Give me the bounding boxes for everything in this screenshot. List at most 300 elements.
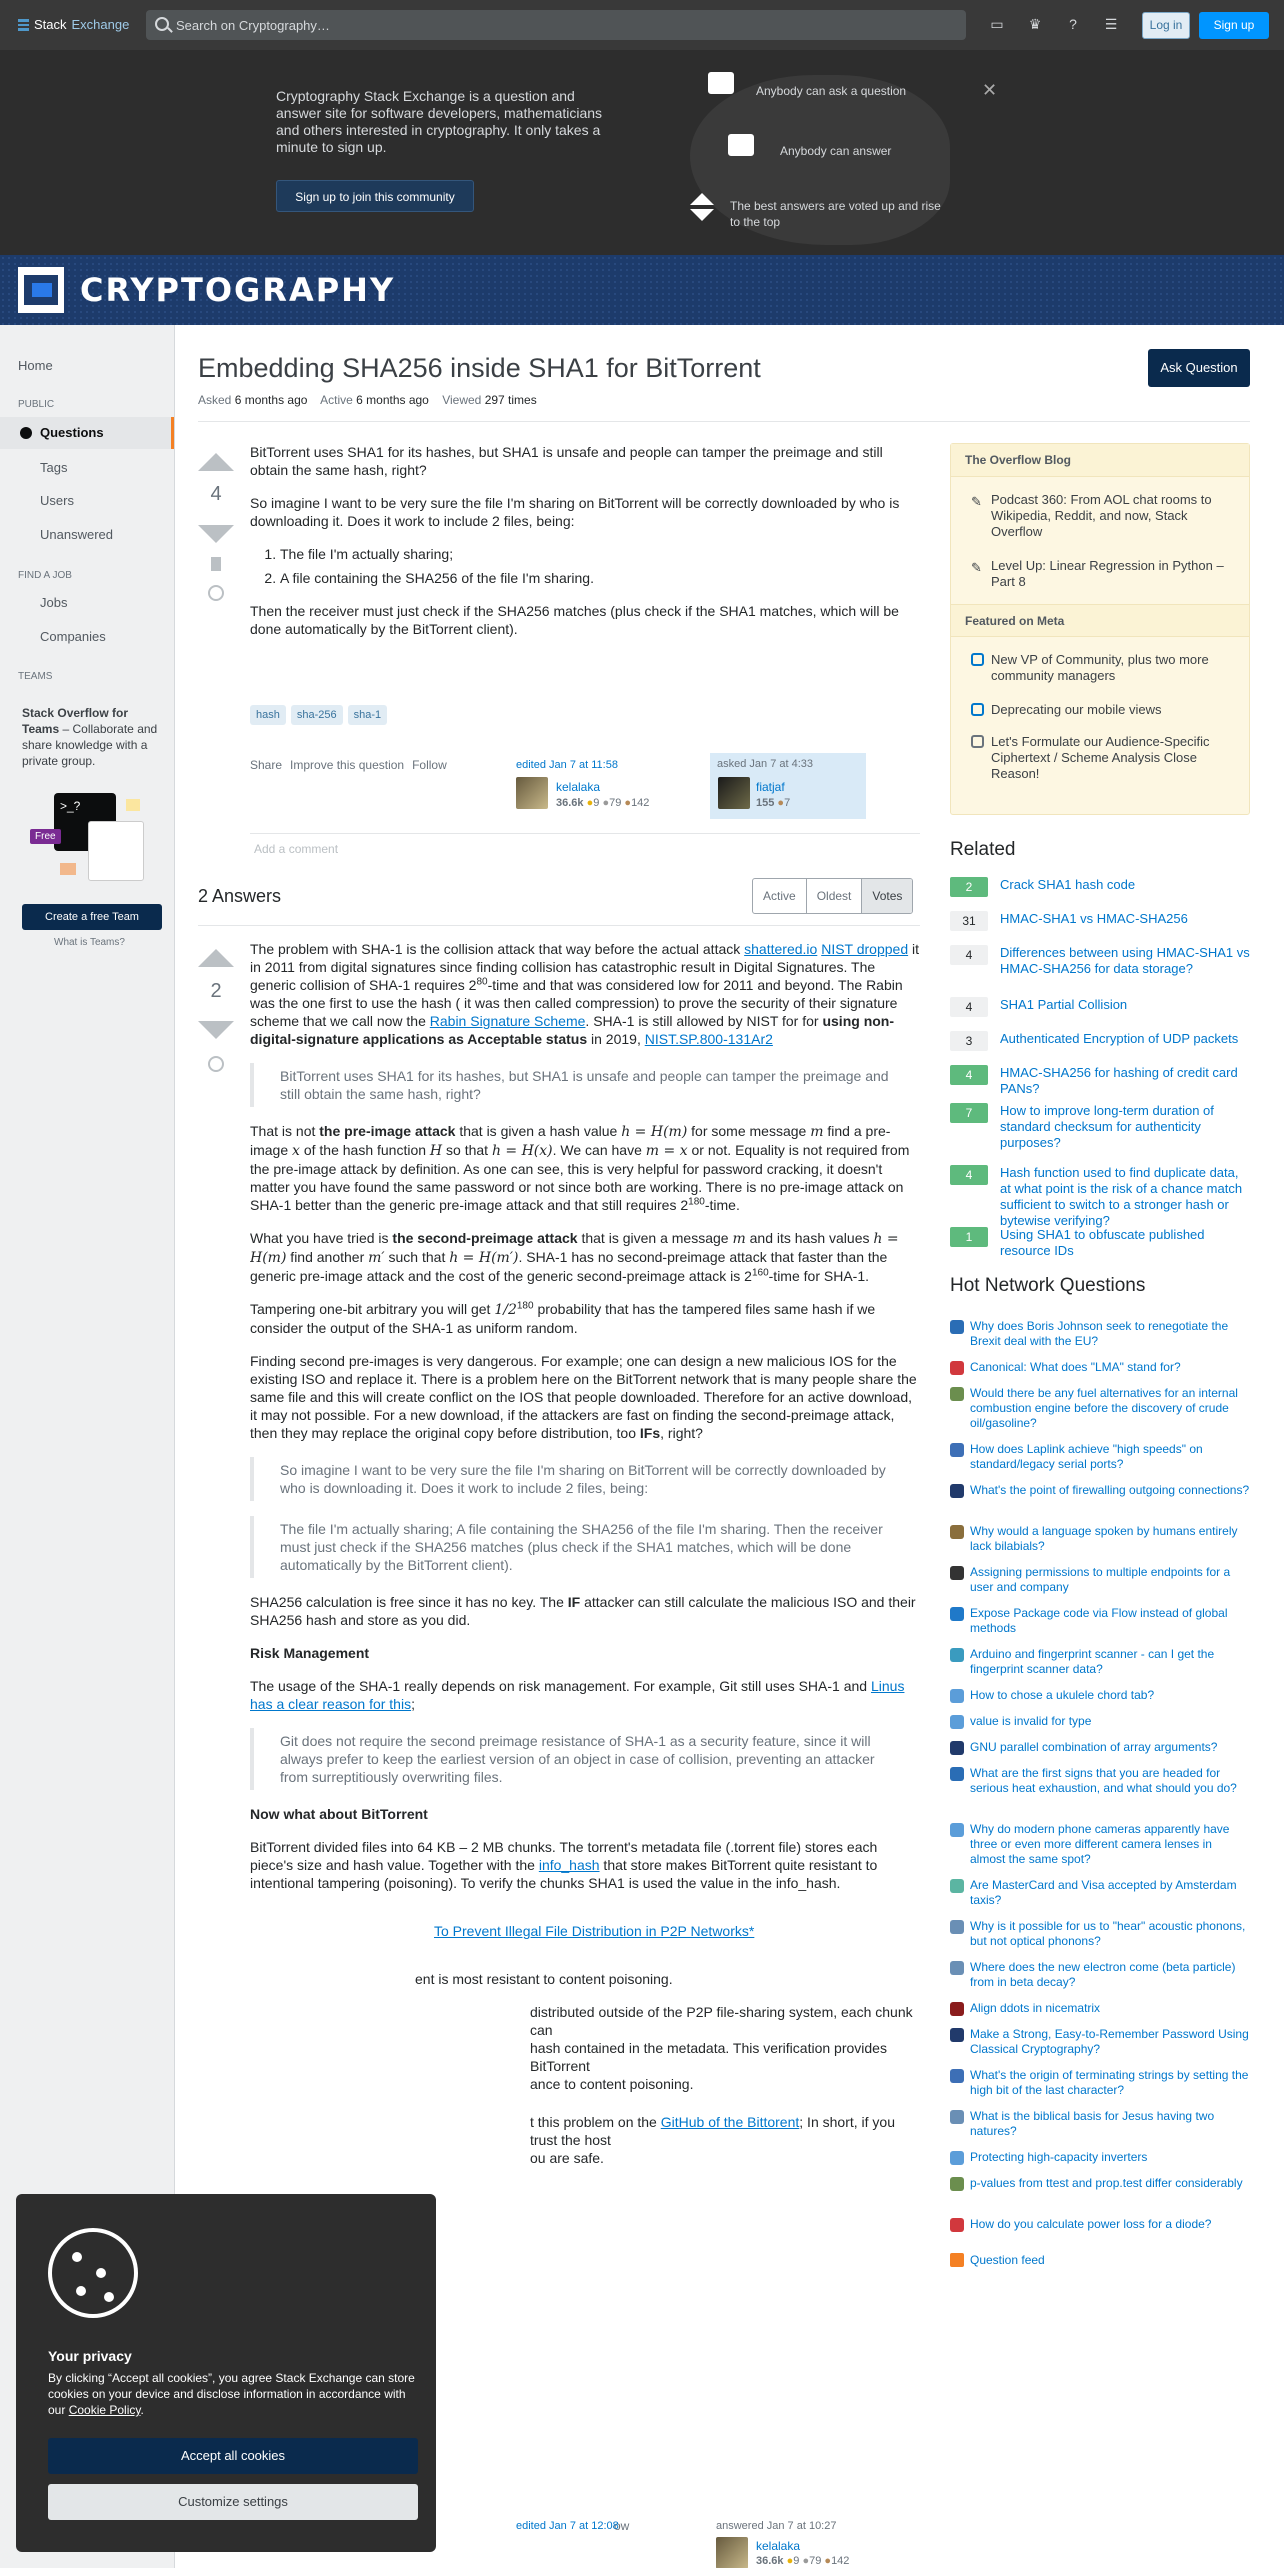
blockquote: Git does not require the second preimage resistance of SHA-1 as a security feature, since it will always prefer to keep the earliest version of an object in case of collision, preventing an attacker from surreptitiously overwriting files. — [250, 1728, 920, 1790]
meta-item-label: New VP of Community, plus two more community managers — [991, 652, 1209, 683]
answer-paragraph — [250, 1593, 920, 1629]
text: that store makes BitTorrent quite resistant to intentional tampering (poisoning). To verify the chunks SHA1 is used the value in the info_hash. — [250, 1857, 878, 1891]
edited-link[interactable]: edited Jan 7 at 11:58 — [516, 759, 618, 771]
hot-network-question[interactable] — [950, 2027, 1250, 2057]
hot-network-question[interactable] — [950, 1688, 1250, 1703]
related-question-label: Differences between using HMAC-SHA1 vs HMAC-SHA256 for data storage? — [1000, 945, 1250, 976]
hot-network-question[interactable] — [950, 1740, 1250, 1755]
question-list — [280, 545, 920, 587]
list-item: 2. A file containing the SHA256 of the file I'm sharing. — [280, 569, 920, 587]
related-question-label: HMAC-SHA256 for hashing of credit card PANs? — [1000, 1065, 1238, 1096]
hot-network-question-label: How does Laplink achieve "high speeds" on standard/legacy serial ports? — [970, 1442, 1203, 1471]
related-question-label: Using SHA1 to obfuscate published resource IDs — [1000, 1227, 1205, 1258]
nav-section-teams: TEAMS — [18, 671, 53, 682]
hot-network-question-label: What's the origin of terminating strings by setting the high bit of the last character? — [970, 2068, 1249, 2097]
heading-risk: Risk Management — [250, 1645, 370, 1661]
cookie-text: By clicking “Accept all cookies”, you agree Stack Exchange can store cookies on your device and disclose information in accordance with our Cookie Policy. — [48, 2371, 415, 2417]
divider — [198, 925, 920, 926]
asker-name[interactable]: fiatjaf — [756, 780, 785, 794]
meta-heading: Featured on Meta — [951, 604, 1249, 637]
related-question[interactable] — [950, 1065, 1250, 1097]
linus-link[interactable]: Linus has a clear reason for this — [250, 1678, 905, 1712]
divider — [198, 421, 1250, 422]
gold-badges: 9 — [793, 2555, 800, 2567]
hot-network-question-label: Assigning permissions to multiple endpoints for a user and company — [970, 1565, 1231, 1594]
math: m = x — [645, 1143, 688, 1159]
hot-network-question[interactable] — [950, 1822, 1250, 1867]
site-icon — [950, 1387, 964, 1401]
vote-up-icon — [690, 193, 714, 205]
site-icon — [950, 1961, 964, 1975]
tag-sha-1[interactable]: sha-1 — [348, 705, 388, 725]
hot-network-question[interactable] — [950, 1606, 1250, 1636]
exponent: 80 — [476, 976, 488, 988]
math: x — [292, 1143, 300, 1159]
terminal-icon: >_? — [54, 793, 116, 851]
hot-network-question-label: Why would a language spoken by humans entirely lack bilabials? — [970, 1524, 1238, 1553]
downvote-button[interactable] — [198, 1021, 234, 1039]
cookie-consent-dialog — [16, 2194, 436, 2552]
site-icon — [950, 1607, 964, 1621]
rep-score: 155 — [756, 797, 775, 809]
logo-text-exchange: Exchange — [71, 17, 130, 32]
meta-item[interactable] — [971, 652, 1236, 684]
hot-network-question-label: value is invalid for type — [970, 1714, 1092, 1728]
answerer-name[interactable]: kelalaka — [756, 2539, 801, 2553]
nist-dropped-link[interactable]: NIST dropped — [821, 941, 909, 957]
site-icon — [950, 1920, 964, 1934]
nav-companies[interactable]: Companies — [40, 629, 106, 644]
answer-count: 4 — [950, 945, 988, 965]
text: -time. — [704, 1197, 740, 1213]
text: The problem with SHA-1 is the collision attack that way before the actual attack — [250, 941, 745, 957]
text: -time for SHA-1. — [768, 1268, 869, 1284]
close-icon[interactable]: ✕ — [982, 80, 998, 100]
math: m′ — [368, 1250, 385, 1266]
sort-oldest[interactable]: Oldest — [807, 879, 863, 913]
text: Finding second pre-images is very dangerous. For example; one can design a new malicious IOS for the existing ISO and replace it. There is a problem here on the BitTorrent network that is many people share the same file and this will create conflict on the IOS that people downloaded. Therefore for an active download, it may not possible. For a new download, if the attackers are fast on finding the second-preimage attack, then they may replace the original copy before distribution, too — [250, 1353, 917, 1441]
silver-badges: 79 — [609, 797, 622, 809]
hot-network-question-label: Would there be any fuel alternatives for an internal combustion engine before the discovery of crude oil/gasoline? — [970, 1386, 1238, 1430]
question-paragraph: Then the receiver must just check if the SHA256 matches (plus check if the SHA1 matches, which will be done automatically by the BitTorrent client). — [250, 603, 899, 637]
related-question[interactable] — [950, 877, 1250, 893]
site-icon — [950, 1879, 964, 1893]
answer-paragraph — [250, 1352, 920, 1442]
site-icon — [950, 1715, 964, 1729]
hot-network-question[interactable] — [950, 1960, 1250, 1990]
viewed-label: Viewed — [442, 393, 482, 407]
search-placeholder: Search on Cryptography… — [176, 17, 330, 33]
hot-network-question[interactable] — [950, 1483, 1250, 1498]
site-icon — [950, 1648, 964, 1662]
site-banner — [0, 255, 1284, 325]
question-paragraph: So imagine I want to be very sure the file I'm sharing on BitTorrent will be correctly downloaded by who is downloading it. Does it work to include 2 files, being: — [250, 495, 900, 529]
bronze-badges: 7 — [784, 797, 791, 809]
hot-network-question-label: How to chose a ukulele chord tab? — [970, 1688, 1155, 1702]
asked-label: Asked — [198, 393, 232, 407]
hot-network-question-label: GNU parallel combination of array arguments? — [970, 1740, 1218, 1754]
cookie-title: Your privacy — [48, 2348, 132, 2364]
site-icon — [950, 1443, 964, 1457]
hot-network-question[interactable] — [950, 1319, 1250, 1349]
customize-settings-button[interactable]: Customize settings — [48, 2484, 418, 2520]
related-question-label: Authenticated Encryption of UDP packets — [1000, 1031, 1239, 1046]
text: it in 2011 from digital signatures since finding collision has catastrophic result in Digital Signatures. The generic collision of SHA-1 requires 2 — [250, 941, 919, 993]
text: BitTorrent divided files into 64 KB – 2 MB chunks. The torrent's metadata file (.torrent file) stores each piece's size and hash value. Together with the — [250, 1839, 878, 1873]
answer-paragraph: ance to content poisoning. — [530, 2076, 694, 2092]
text: The usage of the SHA-1 really depends on risk management. For example, Git still uses SHA-1 and — [250, 1678, 871, 1694]
cookie-icon — [48, 2228, 138, 2318]
blog-item-label: Level Up: Linear Regression in Python – Part 8 — [991, 558, 1224, 589]
hot-network-question[interactable] — [950, 1878, 1250, 1908]
site-icon — [950, 1767, 964, 1781]
text: so that — [442, 1142, 492, 1158]
join-community-button[interactable]: Sign up to join this community — [276, 180, 474, 212]
text: ; — [411, 1696, 415, 1712]
signup-button[interactable]: Sign up — [1199, 12, 1269, 39]
site-icon — [950, 1823, 964, 1837]
site-icon — [950, 1525, 964, 1539]
text: that is given a hash value — [455, 1123, 622, 1139]
text: such that — [384, 1249, 450, 1265]
trophy-icon[interactable]: ♛ — [1028, 16, 1042, 32]
question-paragraph: BitTorrent uses SHA1 for its hashes, but SHA1 is unsafe and people can tamper the preimage and still obtain the same hash, right? — [250, 444, 883, 478]
divider — [250, 833, 920, 834]
hot-network-question-label: Why do modern phone cameras apparently have three or even more different camera lenses in almost the same spot? — [970, 1822, 1230, 1866]
answer-paragraph: ou are safe. — [530, 2150, 604, 2166]
share-link[interactable]: Share — [250, 758, 283, 772]
blog-item[interactable] — [971, 558, 1236, 590]
hot-network-question[interactable] — [950, 1386, 1250, 1431]
edited-link[interactable]: edited Jan 7 at 12:08 — [516, 2520, 619, 2532]
answer-count: 3 — [950, 1031, 988, 1051]
text: . We can have — [552, 1142, 646, 1158]
accept-cookies-button[interactable]: Accept all cookies — [48, 2438, 418, 2474]
overflow-blog-widget — [950, 443, 1250, 815]
answer-icon — [728, 134, 754, 156]
meta-post-icon — [971, 735, 984, 748]
avatar[interactable] — [718, 777, 750, 809]
downvote-button[interactable] — [198, 525, 234, 543]
cookie-policy-link[interactable]: Cookie Policy — [68, 2403, 141, 2417]
answer-paragraph — [250, 2113, 920, 2149]
related-question[interactable] — [950, 1227, 1250, 1259]
site-icon — [950, 1689, 964, 1703]
cryptography-logo-icon[interactable] — [18, 267, 64, 313]
hot-network-question[interactable] — [950, 2150, 1250, 2165]
bookmark-icon[interactable] — [211, 557, 221, 571]
hot-network-question-label: Are MasterCard and Visa accepted by Amsterdam taxis? — [970, 1878, 1237, 1907]
text: SHA256 calculation is free since it has no key. The — [250, 1594, 568, 1610]
site-icon — [950, 2151, 964, 2165]
hot-network-question[interactable] — [950, 2217, 1250, 2232]
hot-network-question[interactable] — [950, 2001, 1250, 2016]
text: probability that has the tampered files same hash if we consider the output of the SHA-1 as uniform random. — [250, 1301, 876, 1336]
bold-text: IF — [567, 1594, 581, 1610]
answer-paragraph: hash contained in the metadata. This verification provides BitTorrent — [530, 2040, 887, 2074]
meta-item-label: Let's Formulate our Audience-Specific Ciphertext / Scheme Analysis Close Reason! — [991, 734, 1210, 781]
avatar[interactable] — [716, 2537, 748, 2568]
blockquote: BitTorrent uses SHA1 for its hashes, but SHA1 is unsafe and people can tamper the preimage and still obtain the same hash, right? — [250, 1063, 920, 1107]
hot-network-question[interactable] — [950, 1442, 1250, 1472]
blockquote: The file I'm actually sharing; A file containing the SHA256 of the file I'm sharing. Then the receiver must just check if the SHA256 matches (plus check if the SHA1 matches, which will be done automatically by the BitTorrent client). — [250, 1516, 920, 1578]
answer-paragraph — [250, 1922, 920, 1940]
question-body — [250, 443, 920, 653]
site-icon — [950, 1320, 964, 1334]
answer-paragraph: ent is most resistant to content poisoning. — [415, 1971, 673, 1987]
bold-text: IFs — [639, 1425, 661, 1441]
gold-badges: 9 — [593, 797, 600, 809]
chat-bubble-icon — [60, 863, 76, 875]
hot-network-question-label: What are the first signs that you are headed for serious heat exhaustion, and what should you do? — [970, 1766, 1237, 1795]
related-question-label: Crack SHA1 hash code — [1000, 877, 1136, 892]
shattered-link[interactable]: shattered.io — [744, 941, 818, 957]
related-question[interactable] — [950, 1103, 1250, 1151]
create-team-button[interactable]: Create a free Team — [22, 904, 162, 930]
answer-count: 4 — [950, 1065, 988, 1085]
asker-reputation: 155 ●7 — [756, 797, 791, 809]
site-switcher-icon[interactable]: ☰ — [1104, 16, 1118, 32]
nav-questions-label: Questions — [40, 425, 104, 440]
github-link[interactable]: GitHub of the Bittorent — [660, 2114, 800, 2130]
hot-network-question-label: How do you calculate power loss for a diode? — [970, 2217, 1212, 2231]
nav-section-public: PUBLIC — [18, 399, 55, 410]
rep-score: 36.6k — [556, 797, 584, 809]
hot-network-question-label: Align ddots in nicematrix — [970, 2001, 1101, 2015]
hot-network-question-label: Canonical: What does "LMA" stand for? — [970, 1360, 1181, 1374]
site-icon — [950, 2028, 964, 2042]
nav-questions[interactable] — [0, 417, 174, 449]
answer-paragraph: That is not the pre-image attack that is given a hash value h = H(m) for some message m find a pre-image x of the hash function H so that h = H(x). We can have m = x or not. Equality is not required from the pre-image attack by definition. As one can see, this is very helpful for password cracking, it doesn't matter you have found the same password or not since both are working. There is no pre-image attack on SHA-1 better than the generic pre-image attack and that still requires $2^{180}$-time. — [250, 1123, 910, 1213]
free-badge: Free — [30, 829, 61, 844]
nav-section-jobs: FIND A JOB — [18, 570, 72, 581]
add-comment-link[interactable]: Add a comment — [254, 842, 339, 856]
answer-count: 4 — [950, 1165, 988, 1185]
meta-chat-icon — [971, 703, 984, 716]
vote-down-icon — [690, 209, 714, 221]
hero-item-vote: The best answers are voted up and rise to the top — [730, 199, 941, 229]
meta-item[interactable] — [971, 734, 1236, 782]
rabin-link[interactable]: Rabin Signature Scheme — [429, 1013, 586, 1029]
inbox-icon[interactable]: ▭ — [990, 16, 1004, 32]
follow-link[interactable]: Follow — [412, 758, 447, 772]
text: . SHA-1 has no second-preimage attack that faster than the generic pre-image attack and the cost of the generic second-preimage attack is — [250, 1249, 888, 1284]
tag-hash[interactable]: hash — [250, 705, 286, 725]
hero-text: Cryptography Stack Exchange is a question and answer site for software developers, mathematicians and others interested in cryptography. It only takes a minute to sign up. — [276, 88, 603, 155]
nist-sp-link[interactable]: NIST.SP.800-131Ar2 — [644, 1031, 773, 1047]
hot-network-question-label: Expose Package code via Flow instead of global methods — [970, 1606, 1228, 1635]
hot-network-question[interactable] — [950, 1524, 1250, 1554]
answer-count: 1 — [950, 1227, 988, 1247]
ask-question-icon — [708, 72, 734, 94]
sort-active[interactable]: Active — [753, 879, 807, 913]
site-icon — [950, 1484, 964, 1498]
text: find a pre-image — [250, 1123, 891, 1158]
question-meta — [198, 393, 537, 407]
sort-votes[interactable]: Votes — [862, 879, 912, 913]
hot-network-question[interactable] — [950, 1565, 1250, 1595]
heading-bittorrent: Now what about BitTorrent — [250, 1806, 428, 1822]
related-question-label: SHA1 Partial Collision — [1000, 997, 1128, 1012]
exponent: 180 — [688, 1196, 705, 1208]
hot-network-question-label: Protecting high-capacity inverters — [970, 2150, 1148, 2164]
list-item: 1. The file I'm actually sharing; — [280, 545, 920, 563]
avatar[interactable] — [516, 777, 548, 809]
related-question[interactable] — [950, 997, 1250, 1013]
upvote-button[interactable] — [198, 949, 234, 967]
blog-item[interactable] — [971, 492, 1236, 540]
search-input[interactable] — [146, 10, 966, 40]
math: h = H(x) — [491, 1143, 553, 1159]
site-icon — [950, 2002, 964, 2016]
hero-item-ask: Anybody can ask a question — [756, 84, 907, 98]
answer-count: 2 — [950, 877, 988, 897]
hot-network-question-label: What's the point of firewalling outgoing connections? — [970, 1483, 1250, 1497]
site-title[interactable]: CRYPTOGRAPHY — [80, 271, 396, 309]
active-label: Active — [320, 393, 353, 407]
what-is-teams-link[interactable]: What is Teams? — [54, 937, 125, 948]
related-question-label: HMAC-SHA1 vs HMAC-SHA256 — [1000, 911, 1188, 926]
bronze-badges: 142 — [831, 2555, 850, 2567]
question-vote-count: 4 — [210, 483, 222, 505]
ask-question-button[interactable]: Ask Question — [1148, 349, 1250, 387]
hot-network-question-label: Where does the new electron come (beta particle) from in beta decay? — [970, 1960, 1236, 1989]
question-actions — [250, 758, 447, 772]
rep-score: 36.6k — [756, 2555, 784, 2567]
hot-network-question[interactable] — [950, 2176, 1250, 2191]
tag-sha-256[interactable]: sha-256 — [291, 705, 343, 725]
text: By clicking “Accept all cookies”, you agree Stack Exchange can store cookies on your device and disclose information in accordance with our — [48, 2371, 415, 2417]
globe-icon — [20, 427, 32, 439]
answers-heading: 2 Answers — [198, 886, 282, 906]
math: h = H(m′) — [449, 1250, 519, 1266]
hot-network-question-label: p-values from ttest and prop.test differ considerably — [970, 2176, 1243, 2190]
stackexchange-logo[interactable] — [18, 17, 129, 32]
related-question-label: Hash function used to find duplicate data, at what point is the risk of a chance match sufficient to switch to a stronger hash or bytewise verifying? — [1000, 1165, 1243, 1228]
logo-text-stack: Stack — [34, 17, 67, 32]
improve-link[interactable]: Improve this question — [290, 758, 405, 772]
answerer-reputation: 36.6k ●9 ●79 ●142 — [756, 2555, 850, 2567]
exponent: 160 — [751, 1267, 769, 1279]
editor-reputation: 36.6k ●9 ●79 ●142 — [556, 797, 650, 809]
math: h = H(m) — [621, 1124, 688, 1140]
answer-paragraph — [250, 1677, 920, 1713]
bronze-badges: 142 — [631, 797, 650, 809]
text: That is not — [250, 1123, 320, 1139]
meta-item[interactable] — [971, 702, 1236, 718]
bold-text: the second-preimage attack — [392, 1230, 578, 1246]
hot-network-heading: Hot Network Questions — [950, 1275, 1146, 1296]
hot-network-question-label: Why is it possible for us to "hear" acoustic phonons, but not optical phonons? — [970, 1919, 1246, 1948]
history-icon[interactable] — [208, 585, 224, 601]
text: of the hash function — [299, 1142, 430, 1158]
answer-sort-tabs — [752, 878, 913, 914]
hot-network-question-label: Make a Strong, Easy-to-Remember Password Using Classical Cryptography? — [970, 2027, 1249, 2056]
answer-paragraph — [250, 1300, 920, 1337]
asked-time: asked Jan 7 at 4:33 — [717, 758, 814, 770]
related-question[interactable] — [950, 1031, 1250, 1047]
hot-network-question-label: What is the biblical basis for Jesus having two natures? — [970, 2109, 1215, 2138]
blog-item-label: Podcast 360: From AOL chat rooms to Wikipedia, Reddit, and now, Stack Overflow — [991, 492, 1212, 539]
login-button[interactable]: Log in — [1142, 12, 1190, 39]
answer-heading — [250, 1644, 920, 1662]
answer-paragraph: What you have tried is the second-preimage attack that is given a message m and its hash values h = H(m) find another m′ such that h = H(m′). SHA-1 has no second-preimage attack that faster than the generic pre-image attack and the cost of the generic second-preimage attack is $2^{160}$-time for SHA-1. — [250, 1230, 899, 1284]
upvote-button[interactable] — [198, 453, 234, 471]
related-question[interactable] — [950, 911, 1250, 927]
checklist-icon — [88, 821, 144, 881]
related-question-label: How to improve long-term duration of standard checksum for authenticity purposes? — [1000, 1103, 1214, 1150]
nav-users[interactable]: Users — [40, 493, 74, 508]
site-icon — [950, 2218, 964, 2232]
answer-paragraph: distributed outside of the P2P file-sharing system, each chunk can — [530, 2004, 913, 2038]
stackexchange-icon — [18, 19, 29, 31]
text: What you have tried is — [250, 1230, 393, 1246]
history-icon[interactable] — [208, 1056, 224, 1072]
answer-edit-info — [516, 2520, 619, 2532]
site-icon — [950, 1361, 964, 1375]
related-question[interactable] — [950, 945, 1250, 977]
answer-paragraph — [250, 940, 920, 1048]
hot-network-question-label: Why does Boris Johnson seek to renegotiate the Brexit deal with the EU? — [970, 1319, 1229, 1348]
meta-chat-icon — [971, 653, 984, 666]
site-icon — [950, 1566, 964, 1580]
teams-desc: – Collaborate and share knowledge with a private group. — [22, 722, 158, 768]
info-hash-link[interactable]: info_hash — [538, 1857, 600, 1873]
hot-network-question[interactable] — [950, 2068, 1250, 2098]
hero-banner — [0, 50, 1284, 255]
text: or not. Equality is not required from the pre-image attack by definition. As one can see, this is very helpful for password cracking, it doesn't matter you have found the same password or not since both are working. There is no pre-image attack on SHA-1 better than the generic pre-image attack and that still requires — [250, 1142, 910, 1213]
search-icon — [155, 17, 169, 31]
related-heading: Related — [950, 839, 1016, 860]
math: H — [429, 1143, 443, 1159]
answered-time: answered Jan 7 at 10:27 — [716, 2520, 837, 2532]
nav-unanswered[interactable]: Unanswered — [40, 527, 113, 542]
chat-icon — [126, 799, 140, 811]
nav-home[interactable]: Home — [18, 358, 53, 373]
top-bar — [0, 0, 1284, 50]
editor-name[interactable]: kelalaka — [556, 780, 601, 794]
follow-link[interactable]: ow — [614, 2519, 630, 2533]
question-feed-link[interactable]: Question feed — [950, 2253, 1045, 2267]
blockquote: So imagine I want to be very sure the file I'm sharing on BitTorrent will be correctly downloaded by who is downloading it. Does it work to include 2 files, being: — [250, 1457, 920, 1501]
asked-value: 6 months ago — [234, 393, 308, 407]
p2p-paper-link[interactable]: To Prevent Illegal File Distribution in P2P Networks* — [434, 1923, 755, 1939]
related-question[interactable] — [950, 1165, 1250, 1229]
question-title[interactable]: Embedding SHA256 inside SHA1 for BitTorrent — [198, 353, 761, 383]
teams-title: Stack Overflow for Teams — [22, 706, 129, 736]
text: for some message — [687, 1123, 811, 1139]
help-icon[interactable]: ? — [1069, 16, 1077, 32]
hot-network-question[interactable] — [950, 2109, 1250, 2139]
answer-count: 7 — [950, 1103, 988, 1123]
text: find another — [286, 1249, 369, 1265]
nav-tags[interactable]: Tags — [40, 460, 68, 475]
hot-network-question[interactable] — [950, 1647, 1250, 1677]
hot-network-question[interactable] — [950, 1919, 1250, 1949]
text: -time and that was considered low for 2011 and beyond. The Rabin was the one first to use the hash ( it was then called compression) to prove the security of their signature scheme that we call now the — [250, 977, 903, 1029]
hot-network-question[interactable] — [950, 1360, 1250, 1375]
text: in 2019, — [587, 1031, 645, 1047]
answer-paragraph — [250, 1838, 920, 1892]
hot-network-question[interactable] — [950, 1714, 1250, 1729]
answer-vote-count: 2 — [210, 980, 222, 1002]
nav-jobs[interactable]: Jobs — [40, 595, 68, 610]
site-icon — [950, 1741, 964, 1755]
active-value[interactable]: 6 months ago — [356, 393, 429, 407]
hot-network-question[interactable] — [950, 1766, 1250, 1796]
answer-count: 4 — [950, 997, 988, 1017]
tag-list — [250, 705, 387, 725]
